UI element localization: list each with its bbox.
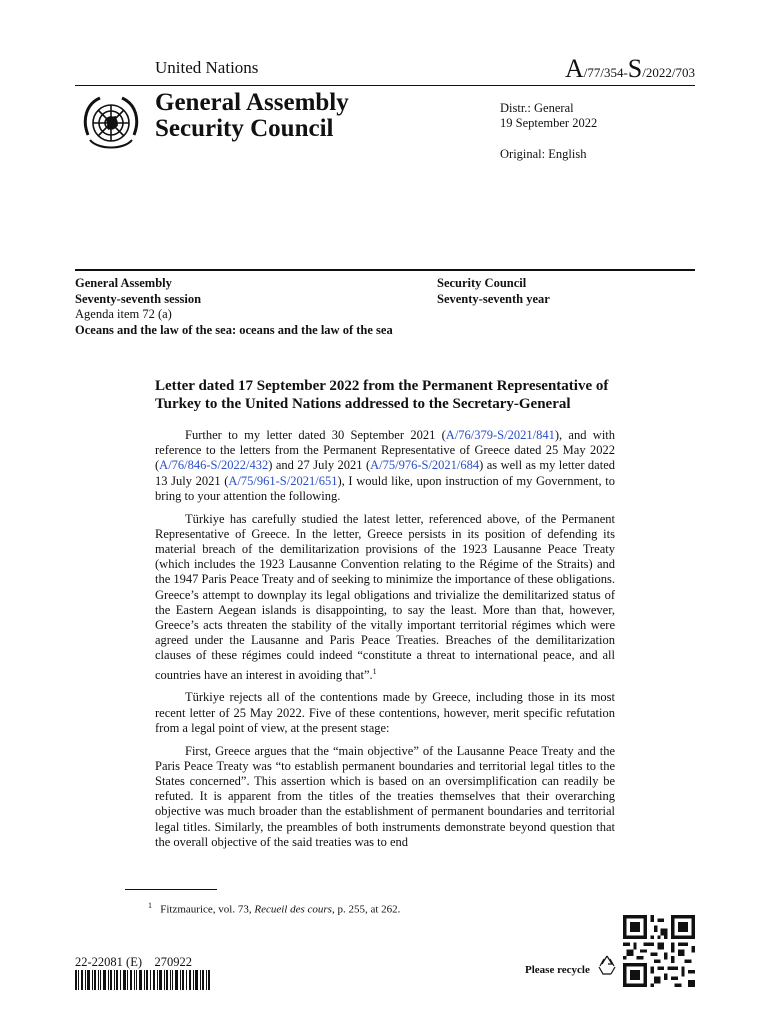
organ-titles [155,90,349,142]
footnote-separator [125,889,217,890]
symbol-a: A [564,54,584,83]
symbol-end: /2022/703 [642,65,695,80]
paragraph-4: First, Greece argues that the “main objective” of the Lausanne Peace Treaty and the Paris Peace Treaty was “to establish permanent boundaries and territorial legal titles to the States concerned”. This assertion which is based on an oversimplification can readily be refuted. It is apparent from the titles of the treaties themselves that their overarching objective was much broader than the establishment of permanent boundaries and territorial legal titles. Similarly, the preambles of both instruments demonstrate beyond question that the overall objective of the said treaties was to end [155,743,615,849]
letter-title: Letter dated 17 September 2022 from the Permanent Representative of Turkey to the United Nations addressed to the Secretary-General [155,378,609,412]
footnote-ref-1: 1 [372,666,377,676]
paragraph-2 [155,512,615,683]
header-rule [75,85,695,86]
letter-body [155,428,615,857]
footnote-italic: Recueil des cours [254,903,332,916]
p1-text-b: ), and with reference to the letters from the Permanent Representative of Greece dated 25 May 2022 ( [155,428,616,473]
recycle-icon [595,953,619,977]
p2-text: Türkiye has carefully studied the latest letter, referenced above, of the Permanent Representative of Greece. In the letter, Greece persists in its position of defending its material breach of the demilitarization provisions of the 1923 Lausanne Peace Treaty (which includes the 1923 Lausanne Convention relating to the Régime of the Straits) and the 1947 Paris Peace Treaty and of seeking to minimize the importance of these obligations. Greece’s attempt to downplay its legal obligations and trivialize the demilitarized status of the Eastern Aegean islands is disappointing, to say the least. More than that, however, Greece’s acts threaten the stability of the vitally important territorial régimes which were agreed under the Lausanne and Paris Peace Treaties. Breaches of the demilitarization clauses of these régimes could indeed “constitute a threat to international peace, and all countries have an interest in avoiding that”. [155,511,615,682]
original-language: Original: English [500,147,587,161]
issue-date: 19 September 2022 [500,116,598,130]
p1-text-a: Further to my letter dated 30 September 2021 ( [185,428,446,442]
meta-year: Seventy-seventh year [437,291,550,306]
organ-general-assembly: General Assembly [155,89,349,116]
org-name: United Nations [155,58,259,77]
organ-security-council: Security Council [155,115,334,142]
link-a75-976[interactable]: A/75/976-S/2021/684 [370,458,480,473]
qr-code-icon [623,915,695,987]
footnote-text-a: Fitzmaurice, vol. 73, [160,903,255,916]
barcode-icon [75,970,210,990]
link-a75-961[interactable]: A/75/961-S/2021/651 [228,473,338,488]
un-emblem-icon [78,90,144,156]
meta-left [75,276,395,338]
meta-rule [75,269,695,271]
footnote-number: 1 [148,901,152,910]
meta-agenda-title: Oceans and the law of the sea: oceans and the law of the sea [75,322,393,337]
meta-agenda: Agenda item 72 (a) [75,307,172,321]
document-number: 22-22081 (E) 270922 [75,955,192,969]
meta-security-council: Security Council [437,276,527,290]
footnote-1 [148,901,400,916]
link-a76-379[interactable]: A/76/379-S/2021/841 [445,428,555,442]
link-a76-846[interactable]: A/76/846-S/2022/432 [159,458,269,473]
p1-text-d: ) as well as my letter dated 13 July 2021 ( [155,458,615,488]
symbol-s: S [627,54,643,83]
paragraph-3: Türkiye rejects all of the contentions made by Greece, including those in its most recent letter of 25 May 2022. Five of these contentions, however, merit specific refutation from a legal point of view, at the present stage: [155,690,615,735]
meta-general-assembly: General Assembly [75,276,172,290]
document-symbol [565,54,695,84]
meta-right [437,276,550,307]
distr-general: Distr.: General [500,101,574,115]
p1-text-c: ) and 27 July 2021 ( [268,458,371,473]
paragraph-1 [155,428,615,504]
please-recycle: Please recycle [525,964,590,976]
symbol-mid: /77/354- [583,65,628,80]
footnote-text-b: , p. 255, at 262. [331,903,401,916]
meta-session: Seventy-seventh session [75,291,202,306]
p1-text-e: ), I would like, upon instruction of my Government, to bring to your attention the following. [155,473,615,503]
distribution-info [500,101,597,131]
